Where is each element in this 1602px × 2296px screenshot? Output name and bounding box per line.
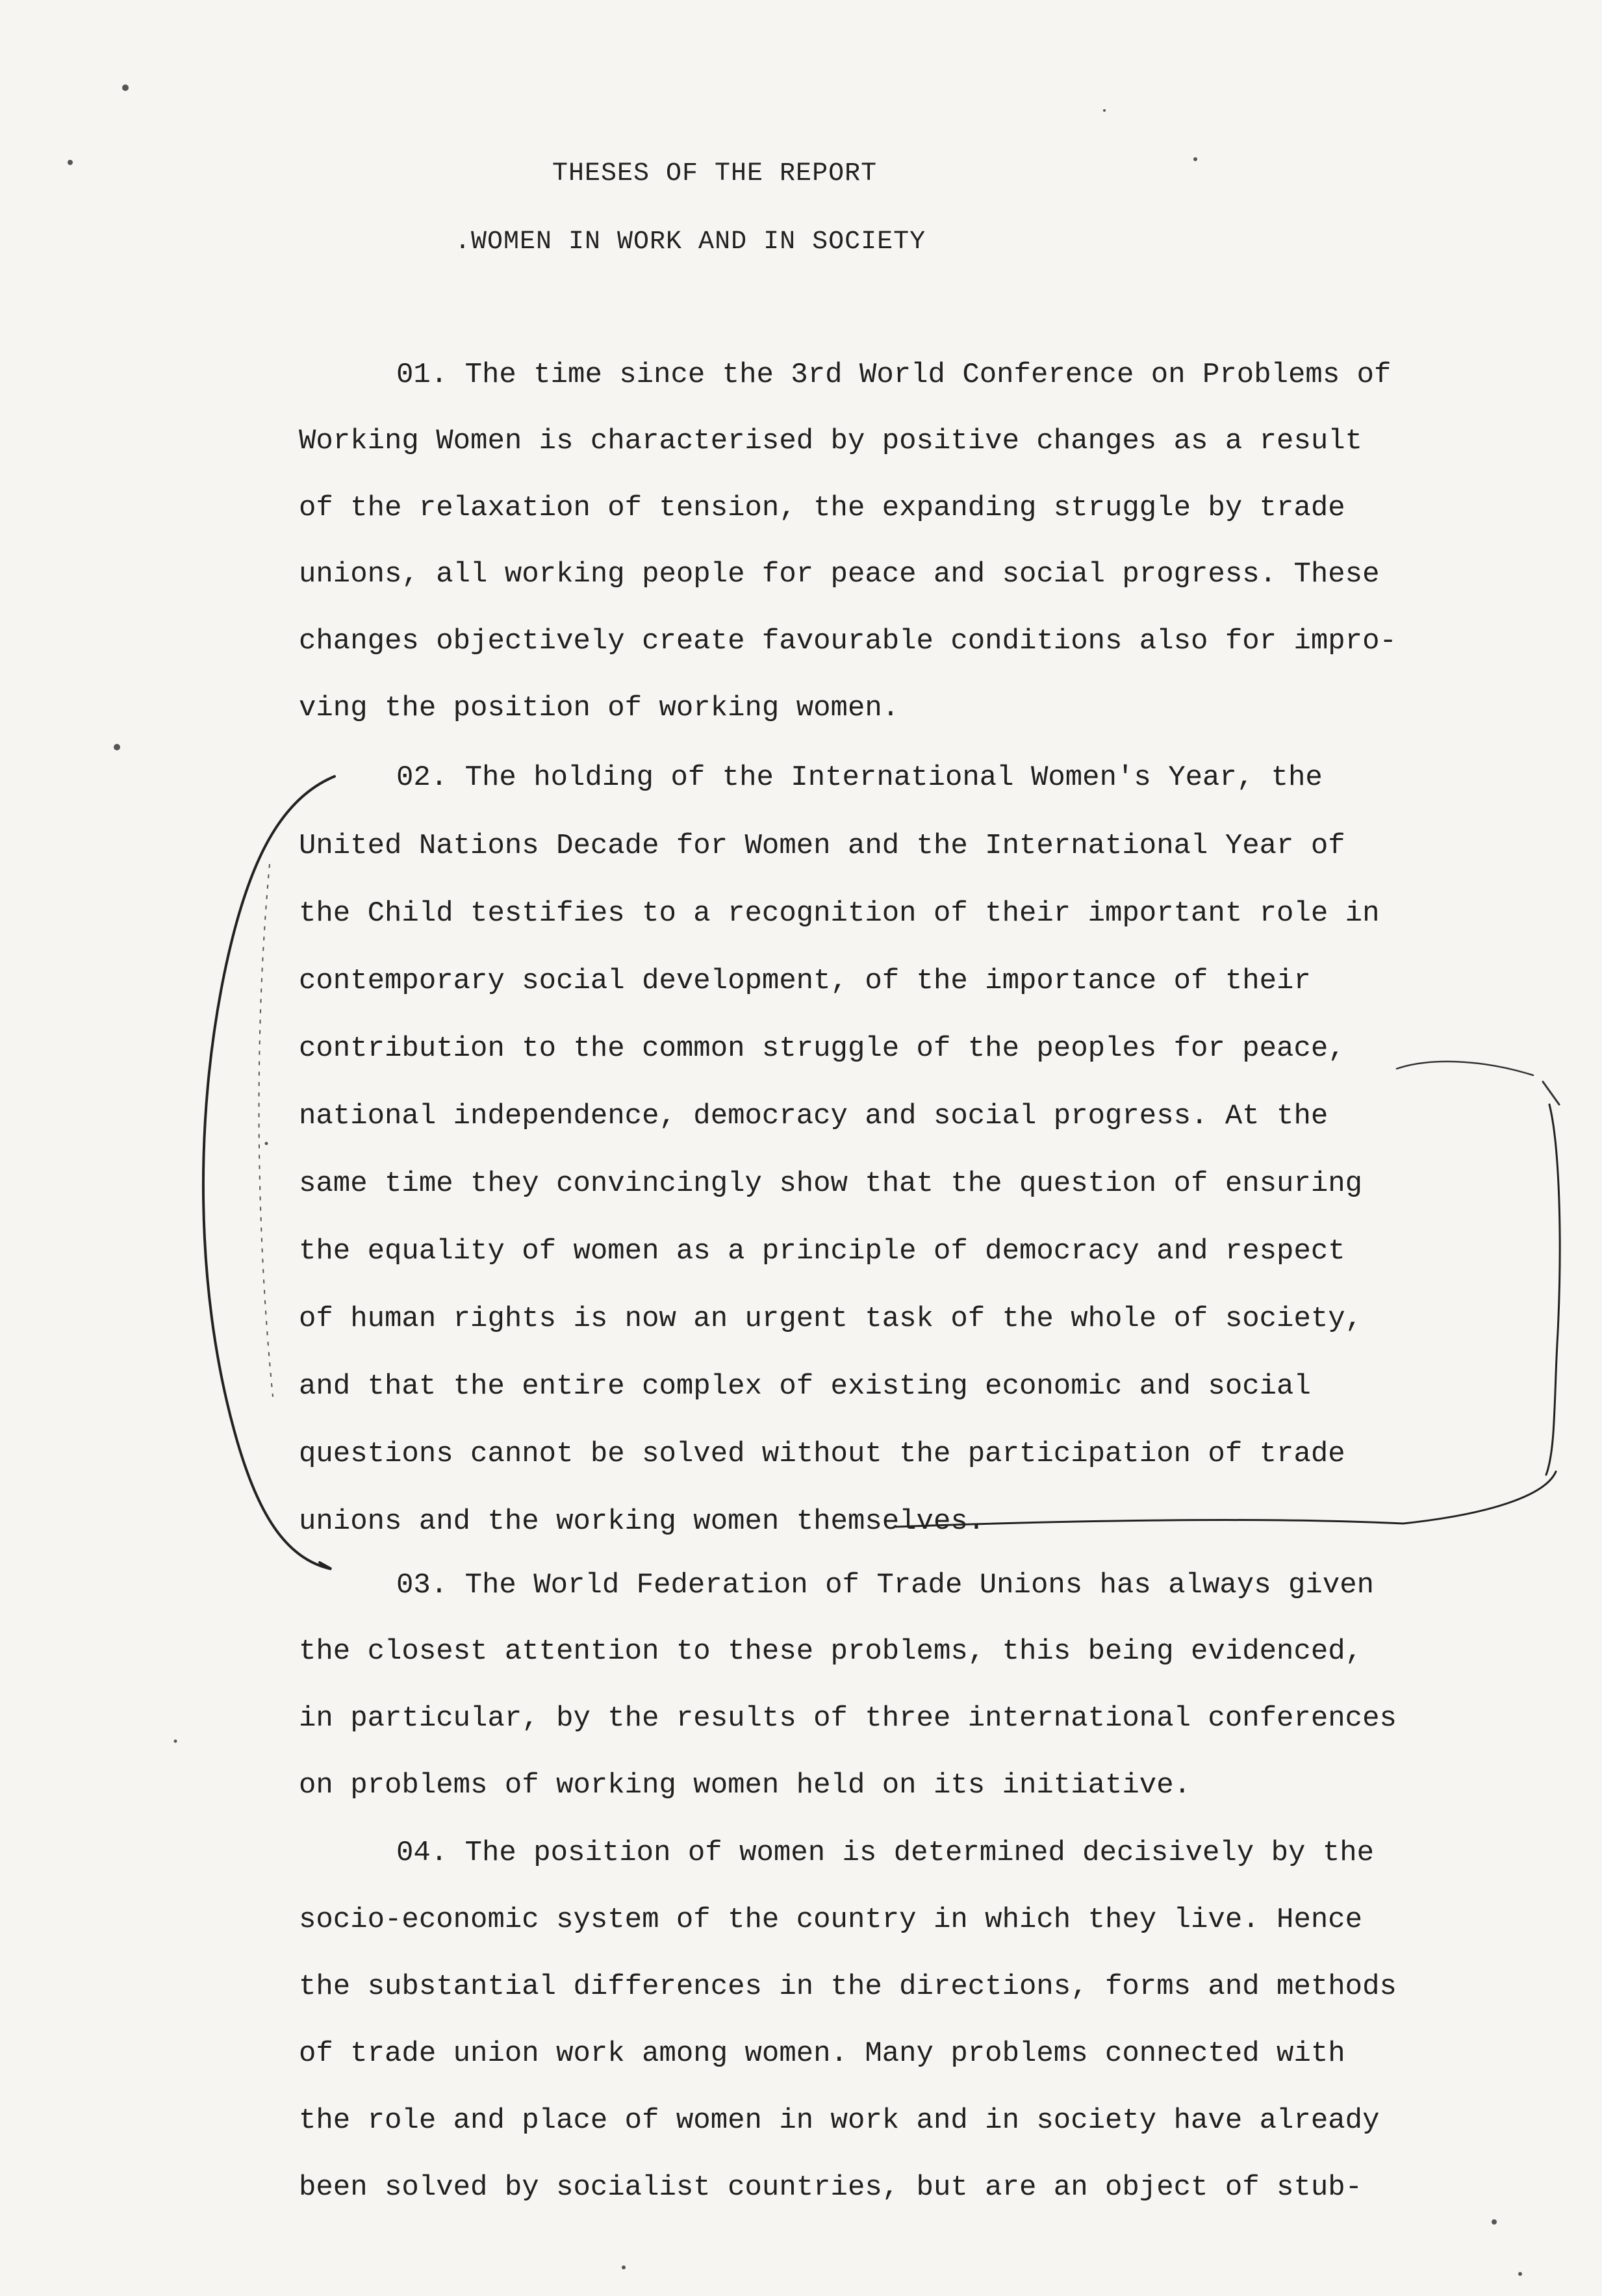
text-line: questions cannot be solved without the participation of trade [299, 1440, 1345, 1468]
scan-speck [1103, 109, 1106, 112]
inner-bracket-mark [259, 864, 273, 1397]
text-line: unions and the working women themselves. [299, 1507, 985, 1536]
text-line: same time they convincingly show that the question of ensuring [299, 1169, 1363, 1198]
text-line: the closest attention to these problems, this being evidenced, [299, 1637, 1363, 1666]
text-line: United Nations Decade for Women and the International Year of [299, 832, 1345, 860]
text-line: of human rights is now an urgent task of the whole of society, [299, 1305, 1363, 1333]
scan-speck [1492, 2219, 1497, 2225]
scan-speck [265, 1142, 268, 1145]
text-line: of trade union work among women. Many problems connected with [299, 2039, 1345, 2068]
scan-speck [1518, 2272, 1522, 2276]
text-line: 01. The time since the 3rd World Conference on Problems of [396, 361, 1392, 389]
text-line: changes objectively create favourable conditions also for impro- [299, 627, 1397, 656]
text-line: 02. The holding of the International Women's Year, the [396, 763, 1323, 792]
tilde-tick-mark [1543, 1082, 1559, 1104]
text-line: the Child testifies to a recognition of their important role in [299, 899, 1380, 928]
text-line: 03. The World Federation of Trade Unions has always given [396, 1571, 1375, 1600]
text-line: on problems of working women held on its initiative. [299, 1771, 1191, 1800]
text-line: unions, all working people for peace and social progress. These [299, 560, 1380, 589]
scan-speck [68, 160, 73, 165]
text-line: Working Women is characterised by positive changes as a result [299, 427, 1363, 455]
text-line: in particular, by the results of three international conferences [299, 1704, 1397, 1733]
text-line: contribution to the common struggle of the peoples for peace, [299, 1034, 1345, 1063]
right-bracket-mark [1546, 1104, 1560, 1475]
text-line: been solved by socialist countries, but are an object of stub- [299, 2173, 1363, 2202]
scan-speck [622, 2265, 626, 2269]
document-title: THESES OF THE REPORT [552, 159, 878, 188]
text-line: ving the position of working women. [299, 694, 900, 722]
scan-speck [114, 744, 120, 750]
scan-speck [122, 84, 129, 91]
tilde-mark [1397, 1062, 1533, 1075]
text-line: socio-economic system of the country in which they live. Hence [299, 1906, 1363, 1934]
text-line: national independence, democracy and social progress. At the [299, 1102, 1329, 1130]
text-line: the substantial differences in the directions, forms and methods [299, 1972, 1397, 2001]
text-line: contemporary social development, of the importance of their [299, 967, 1311, 995]
scan-speck [1193, 157, 1197, 161]
text-line: and that the entire complex of existing economic and social [299, 1372, 1311, 1401]
scan-speck [174, 1740, 177, 1743]
text-line: the role and place of women in work and in society have already [299, 2106, 1380, 2135]
text-line: the equality of women as a principle of democracy and respect [299, 1237, 1345, 1266]
text-line: 04. The position of women is determined decisively by the [396, 1839, 1375, 1867]
text-line: of the relaxation of tension, the expanding struggle by trade [299, 494, 1345, 522]
document-subtitle: .WOMEN IN WORK AND IN SOCIETY [455, 227, 926, 257]
